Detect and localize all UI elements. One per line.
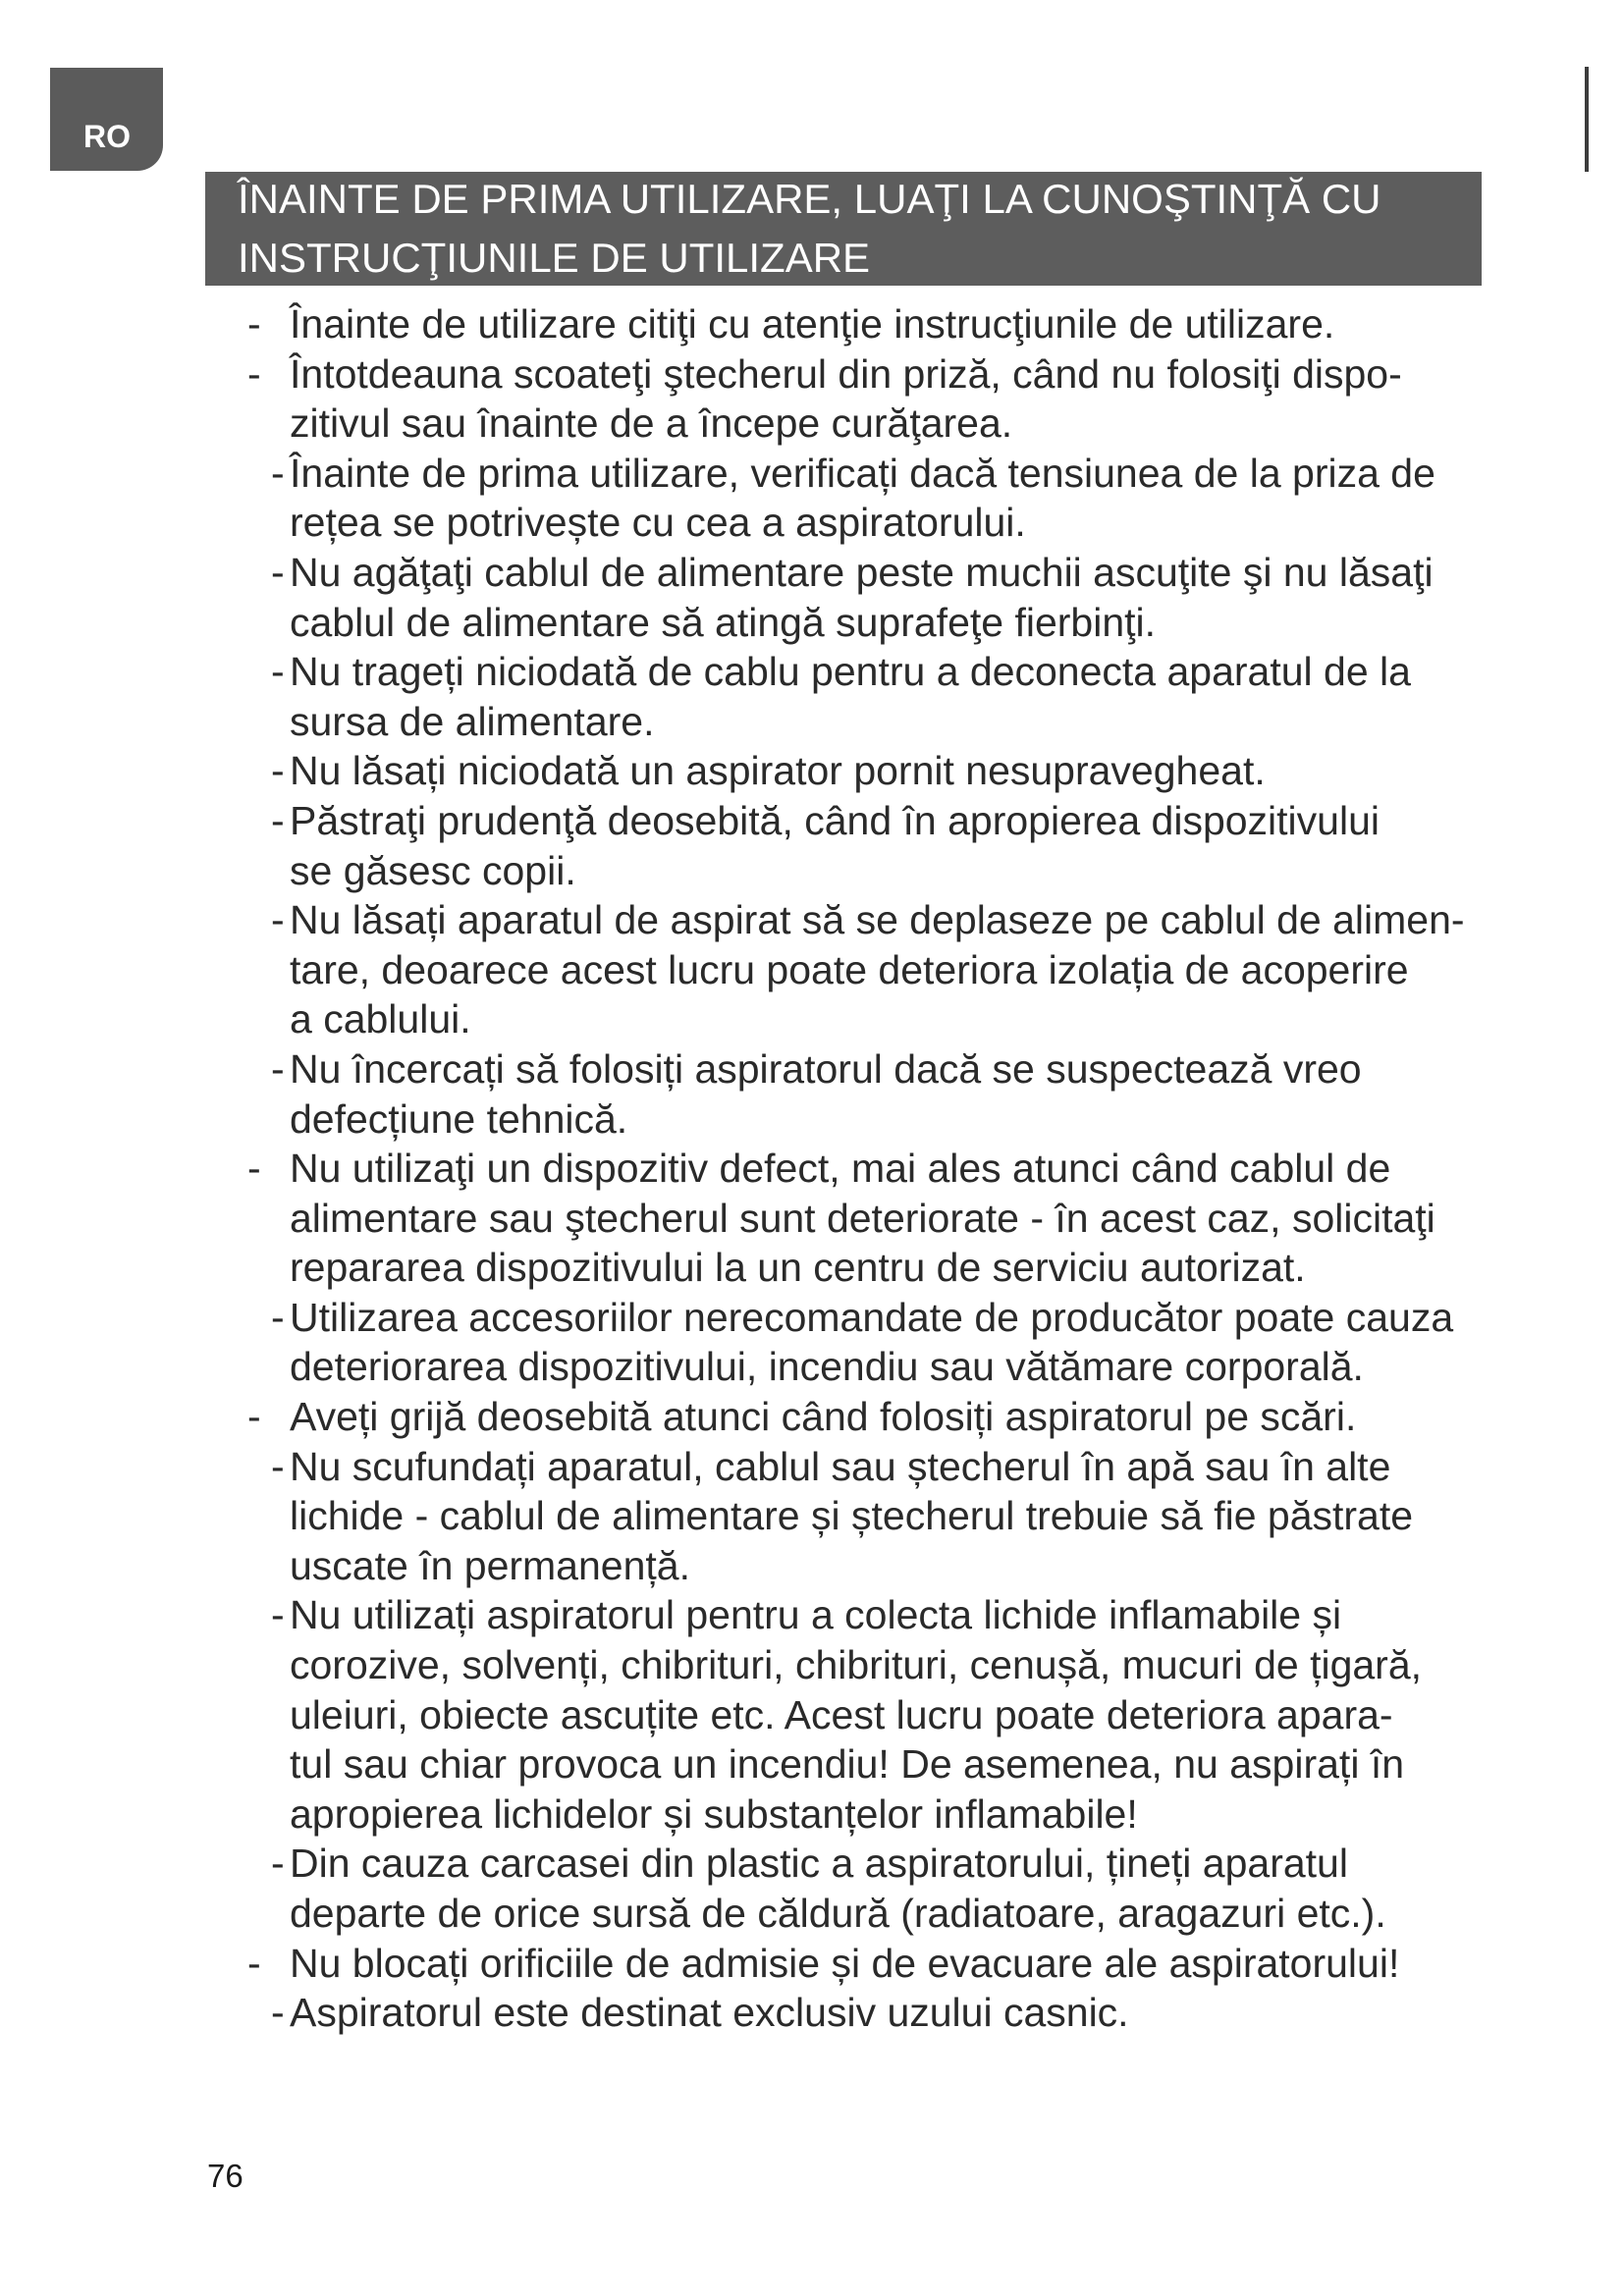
list-item — [236, 548, 1532, 647]
list-item-marker: - — [271, 549, 285, 595]
section-title-line-1: ÎNAINTE DE PRIMA UTILIZARE, LUAŢI LA CUNOŞTINŢĂ CU — [238, 176, 1381, 222]
list-item-marker: - — [271, 1443, 285, 1489]
list-item-text: Nu scufundați aparatul, cablul sau ștecherul în apă sau în alte lichide - cablul de alimentare și ștecherul trebuie să fie păstrate uscate în permanență. — [290, 1443, 1414, 1588]
list-item-text: Nu trageți niciodată de cablu pentru a deconecta aparatul de la sursa de alimentare. — [290, 649, 1411, 744]
list-item — [236, 1044, 1532, 1144]
list-item-marker: - — [247, 1940, 261, 1986]
list-item-marker: - — [271, 897, 285, 943]
section-title — [238, 170, 1381, 288]
list-item-text: Nu utilizați aspiratorul pentru a colecta lichide inflamabile și corozive, solvenți, chibrituri, chibrituri, cenușă, mucuri de țigară, uleiuri, obiecte ascuțite etc. Acest lucru poate deteriora apara- tul sau chiar provoca un incendiu! De asemenea, nu aspirați în apropierea lichidelor și substanțelor inflamabile! — [290, 1592, 1423, 1837]
list-item-marker: - — [271, 1990, 285, 2036]
list-item-marker: - — [271, 450, 285, 496]
list-item-marker: - — [247, 1394, 261, 1440]
list-item — [236, 1939, 1532, 1989]
list-item-text: Nu lăsați niciodată un aspirator pornit nesupravegheat. — [290, 748, 1266, 794]
list-item — [236, 796, 1532, 895]
list-item-text: Nu lăsați aparatul de aspirat să se deplaseze pe cablul de alimen- tare, deoarece acest lucru poate deteriora izolația de acoperire a cablului. — [290, 897, 1465, 1042]
list-item-marker: - — [247, 1146, 261, 1192]
list-item-marker: - — [247, 301, 261, 347]
list-item — [236, 895, 1532, 1044]
list-item — [236, 349, 1532, 449]
list-item-text: Nu blocați orificiile de admisie și de evacuare ale aspiratorului! — [290, 1940, 1400, 1986]
list-item-marker: - — [271, 748, 285, 794]
list-item-text: Nu agăţaţi cablul de alimentare peste muchii ascuţite şi nu lăsaţi cablul de alimentare să atingă suprafeţe fierbinţi. — [290, 549, 1434, 645]
list-item — [236, 1392, 1532, 1442]
list-item-text: Nu utilizaţi un dispozitiv defect, mai ales atunci când cablul de alimentare sau ştecherul sunt deteriorate - în acest caz, solicitaţi repararea dispozitivului la un centru de serviciu autorizat. — [290, 1146, 1435, 1291]
list-item — [236, 647, 1532, 746]
language-code: RO — [83, 119, 131, 154]
list-item — [236, 1988, 1532, 2038]
safety-instructions-list — [236, 299, 1532, 2038]
list-item-text: Păstraţi prudenţă deosebită, când în apropierea dispozitivului se găsesc copii. — [290, 797, 1380, 893]
list-item — [236, 1839, 1532, 1938]
language-tab — [50, 68, 163, 171]
list-item — [236, 746, 1532, 796]
list-item — [236, 449, 1532, 548]
list-item-marker: - — [271, 1294, 285, 1340]
page-edge-marker — [1585, 67, 1589, 172]
list-item-text: Înainte de utilizare citiţi cu atenţie instrucţiunile de utilizare. — [290, 301, 1335, 347]
list-item-text: Nu încercați să folosiți aspiratorul dacă se suspectează vreo defecțiune tehnică. — [290, 1045, 1362, 1142]
list-item-text: Din cauza carcasei din plastic a aspiratorului, țineți aparatul departe de orice sursă de căldură (radiatoare, aragazuri etc.). — [290, 1841, 1386, 1936]
page-number: 76 — [207, 2158, 244, 2194]
list-item-text: Întotdeauna scoateţi ştecherul din priză, când nu folosiţi dispo- zitivul sau înainte de a începe curăţarea. — [290, 350, 1402, 447]
list-item-marker: - — [271, 1841, 285, 1887]
list-item — [236, 1144, 1532, 1293]
list-item — [236, 1293, 1532, 1392]
list-item-text: Înainte de prima utilizare, verificați dacă tensiunea de la priza de rețea se potrivește cu cea a aspiratorului. — [290, 450, 1435, 546]
section-title-bar — [205, 172, 1482, 286]
list-item-marker: - — [271, 797, 285, 843]
list-item-marker: - — [271, 1592, 285, 1638]
list-item-marker: - — [271, 649, 285, 695]
list-item-marker: - — [271, 1045, 285, 1092]
list-item — [236, 299, 1532, 349]
list-item-text: Aspiratorul este destinat exclusiv uzului casnic. — [290, 1990, 1129, 2036]
list-item-text: Utilizarea accesoriilor nerecomandate de producător poate cauza deteriorarea dispozitivului, incendiu sau vătămare corporală. — [290, 1294, 1454, 1390]
list-item-text: Aveți grijă deosebită atunci când folosiți aspiratorul pe scări. — [290, 1394, 1357, 1440]
list-item — [236, 1442, 1532, 1591]
list-item — [236, 1590, 1532, 1839]
section-title-line-2: INSTRUCŢIUNILE DE UTILIZARE — [238, 235, 871, 281]
list-item-marker: - — [247, 350, 261, 397]
